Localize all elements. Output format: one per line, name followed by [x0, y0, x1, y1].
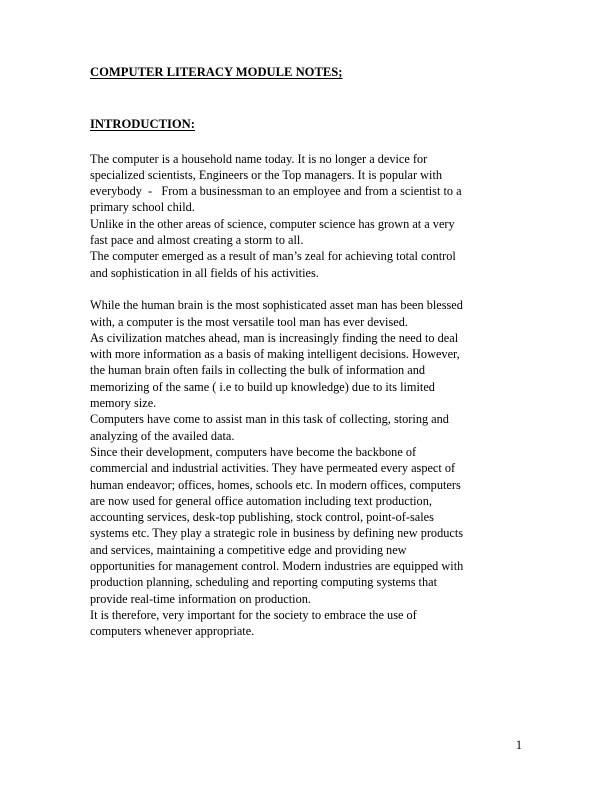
- text-line: primary school child.: [90, 200, 195, 215]
- text-line: specialized scientists, Engineers or the Top managers. It is popular with: [90, 167, 443, 182]
- text-line: fast pace and almost creating a storm to all.: [90, 233, 304, 248]
- text-line: It is therefore, very important for the society to embrace the use of: [90, 607, 417, 622]
- text-line: human endeavor; offices, homes, schools etc. In modern offices, computers: [90, 477, 461, 492]
- text-line: production planning, scheduling and reporting computing systems that: [90, 575, 437, 590]
- text-line: accounting services, desk-top publishing, stock control, point-of-sales: [90, 510, 434, 525]
- text-line: and services, maintaining a competitive edge and providing new: [90, 542, 407, 557]
- text-line: computers whenever appropriate.: [90, 624, 255, 639]
- text-line: the human brain often fails in collecting the bulk of information and: [90, 363, 425, 378]
- text-line: and sophistication in all fields of his activities.: [90, 265, 319, 280]
- page-number: 1: [515, 738, 522, 752]
- text-line: analyzing of the availed data.: [90, 428, 235, 443]
- text-line: everybody - From a businessman to an employee and from a scientist to a: [90, 184, 462, 199]
- text-line: are now used for general office automation including text production,: [90, 493, 432, 508]
- text-line: While the human brain is the most sophisticated asset man has been blessed: [90, 298, 463, 313]
- text-line: As civilization matches ahead, man is increasingly finding the need to deal: [90, 330, 459, 345]
- text-line: Since their development, computers have become the backbone of: [90, 444, 417, 459]
- text-line: with more information as a basis of making intelligent decisions. However,: [90, 347, 460, 362]
- text-line: opportunities for management control. Modern industries are equipped with: [90, 559, 464, 574]
- text-line: provide real-time information on production.: [90, 591, 311, 606]
- paragraph-block-2: [90, 297, 534, 639]
- text-line: The computer is a household name today. It is no longer a device for: [90, 151, 428, 166]
- text-line: The computer emerged as a result of man’s zeal for achieving total control: [90, 249, 456, 264]
- text-line: Unlike in the other areas of science, computer science has grown at a very: [90, 216, 455, 231]
- section-heading-introduction: INTRODUCTION:: [90, 117, 195, 132]
- text-line: commercial and industrial activities. They have permeated every aspect of: [90, 461, 456, 476]
- text-line: Computers have come to assist man in this task of collecting, storing and: [90, 412, 449, 427]
- text-line: systems etc. They play a strategic role in business by defining new products: [90, 526, 464, 541]
- text-line: memory size.: [90, 396, 157, 411]
- paragraph-block-1: [90, 151, 534, 281]
- document-title: COMPUTER LITERACY MODULE NOTES;: [90, 65, 343, 79]
- text-line: with, a computer is the most versatile tool man has ever devised.: [90, 314, 408, 329]
- text-line: memorizing of the same ( i.e to build up knowledge) due to its limited: [90, 379, 435, 394]
